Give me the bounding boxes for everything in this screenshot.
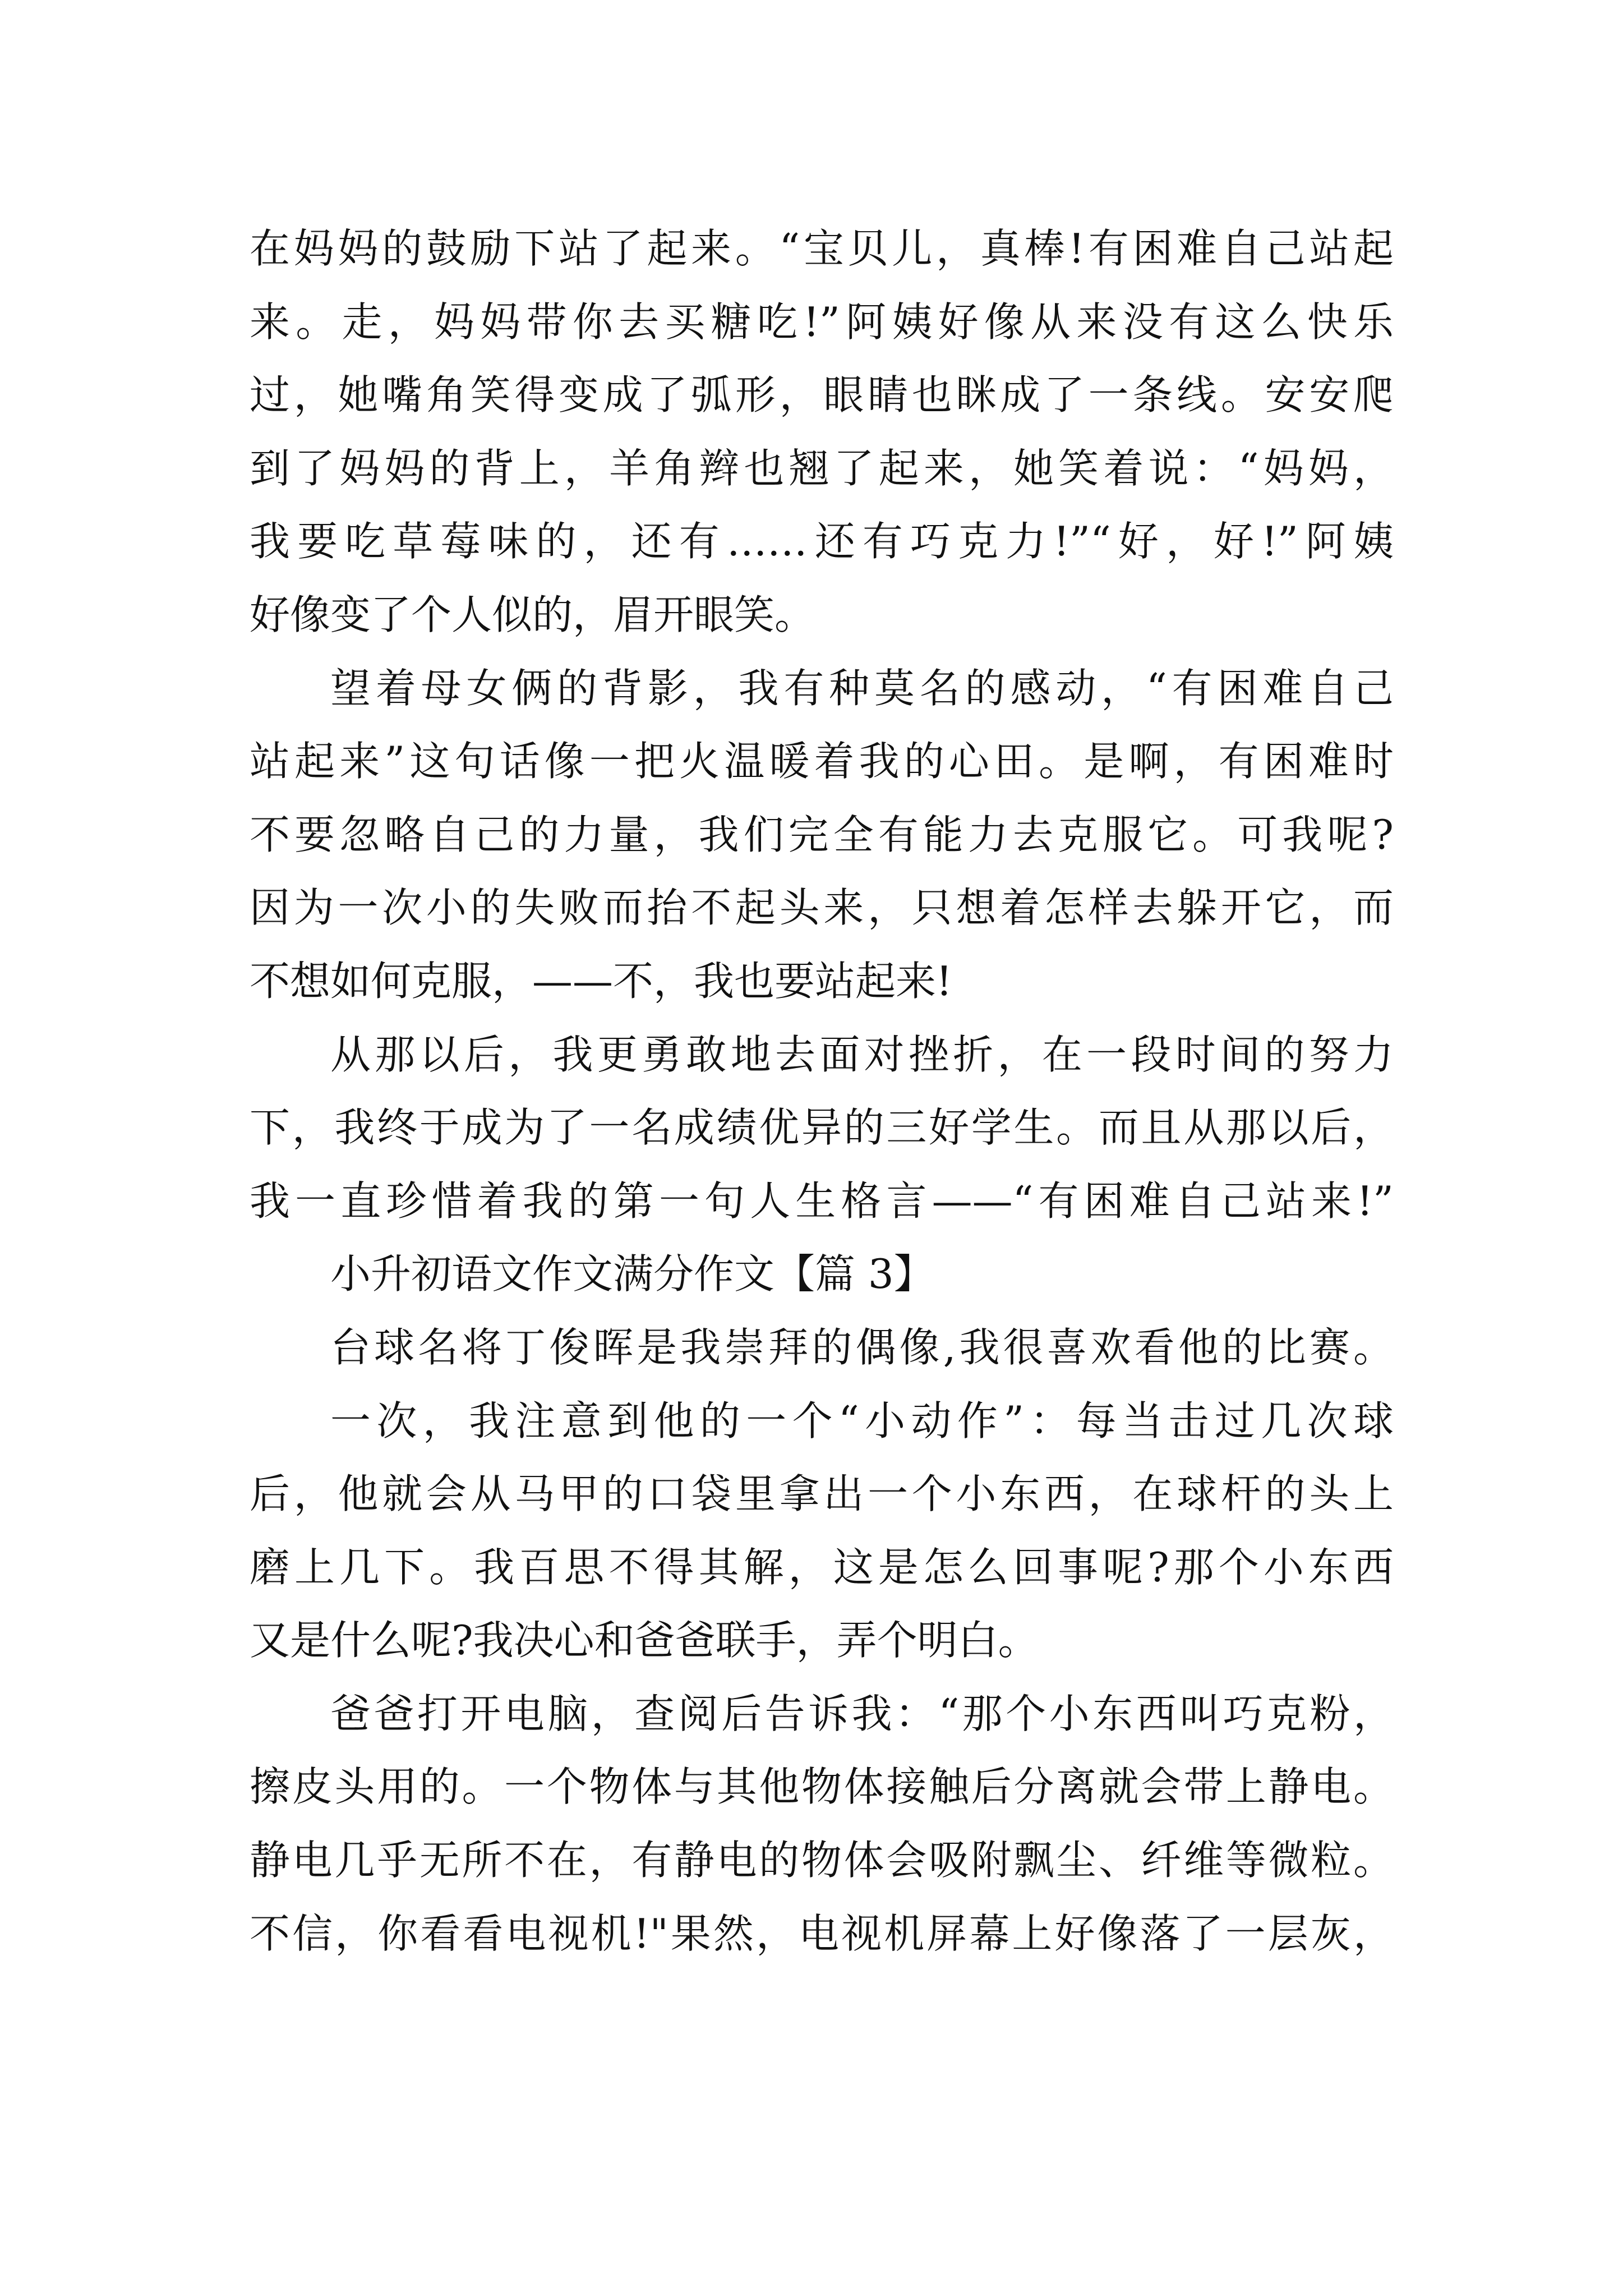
text-line: 好像变了个人似的，眉开眼笑。	[250, 591, 815, 638]
text-line: 从那以后，我更勇敢地去面对挫折，在一段时间的努力	[330, 1030, 1394, 1078]
text-line: 又是什么呢?我决心和爸爸联手，弄个明白。	[250, 1617, 1039, 1664]
text-line: 擦皮头用的。一个物体与其他物体接触后分离就会带上静电。	[250, 1763, 1394, 1811]
text-line: 我要吃草莓味的，还有……还有巧克力!”“好，好!”阿姨	[250, 518, 1394, 565]
text-line: 来。走，妈妈带你去买糖吃!”阿姨好像从来没有这么快乐	[250, 298, 1394, 346]
text-line: 因为一次小的失败而抬不起头来，只想着怎样去躲开它，而	[250, 884, 1394, 932]
text-line: 台球名将丁俊晖是我崇拜的偶像,我很喜欢看他的比赛。	[330, 1323, 1394, 1371]
text-line: 过，她嘴角笑得变成了弧形，眼睛也眯成了一条线。安安爬	[250, 371, 1394, 419]
text-line: 爸爸打开电脑，查阅后告诉我：“那个小东西叫巧克粉，	[330, 1690, 1394, 1737]
text-line: 不想如何克服，——不，我也要站起来!	[250, 957, 952, 1005]
text-line: 不信，你看看电视机!"果然，电视机屏幕上好像落了一层灰，	[250, 1910, 1394, 1957]
text-line: 一次，我注意到他的一个“小动作”：每当击过几次球	[330, 1397, 1394, 1444]
text-line: 后，他就会从马甲的口袋里拿出一个小东西，在球杆的头上	[250, 1470, 1394, 1518]
text-line: 在妈妈的鼓励下站了起来。“宝贝儿，真棒!有困难自己站起	[250, 225, 1394, 272]
text-line: 站起来”这句话像一把火温暖着我的心田。是啊，有困难时	[250, 738, 1394, 785]
text-line: 望着母女俩的背影，我有种莫名的感动，“有困难自己	[330, 664, 1394, 712]
text-line: 不要忽略自己的力量，我们完全有能力去克服它。可我呢?	[250, 811, 1394, 858]
text-line: 下，我终于成为了一名成绩优异的三好学生。而且从那以后，	[250, 1104, 1394, 1152]
text-line: 小升初语文作文满分作文【篇 3】	[330, 1250, 934, 1298]
text-line: 到了妈妈的背上，羊角辫也翘了起来，她笑着说：“妈妈，	[250, 444, 1394, 492]
text-line: 我一直珍惜着我的第一句人生格言——“有困难自己站来!”	[250, 1177, 1394, 1225]
text-line: 磨上几下。我百思不得其解，这是怎么回事呢?那个小东西	[250, 1543, 1394, 1591]
text-line: 静电几乎无所不在，有静电的物体会吸附飘尘、纤维等微粒。	[250, 1837, 1394, 1884]
essay-text	[250, 212, 1394, 1970]
